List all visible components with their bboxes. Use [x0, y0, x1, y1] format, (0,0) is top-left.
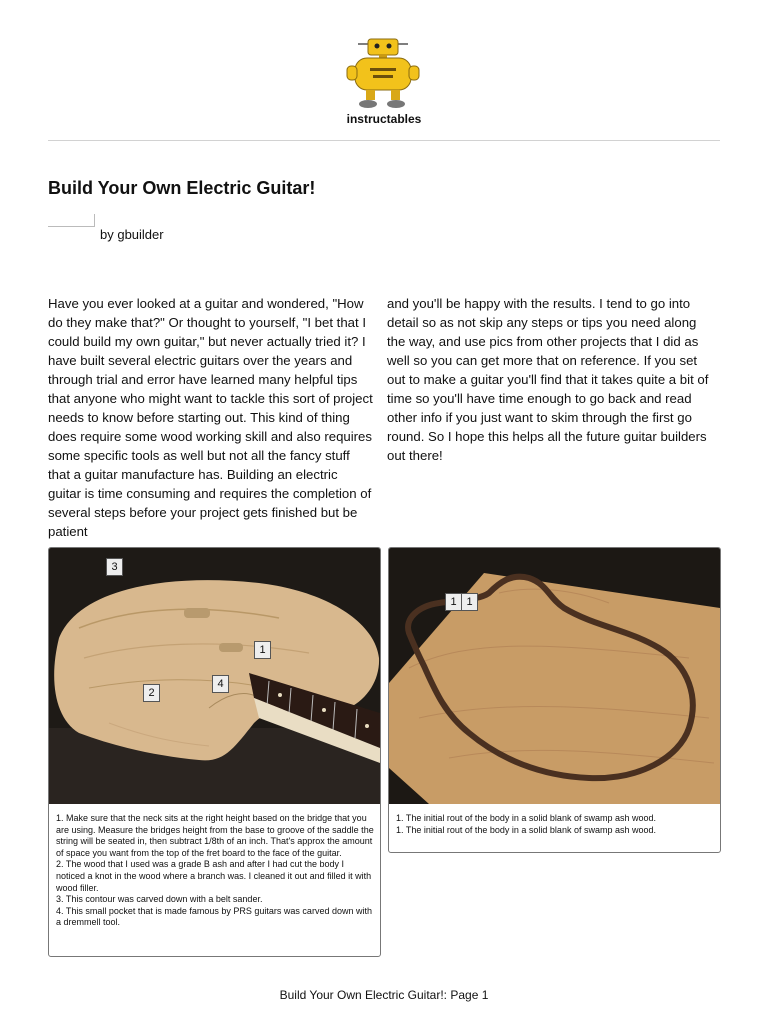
instructables-robot-logo — [342, 36, 424, 112]
photo-callout-tag: 1 — [254, 641, 271, 659]
caption-line: 1. Make sure that the neck sits at the right height based on the bridge that you are using. Measure the bridges height from the base to groove of the saddle the string will be seated in, then subtract 1/8th of an inch. That's approx the amount of space you want from the top of the fret board to the face of the guitar. — [56, 813, 374, 858]
caption-line: 1. The initial rout of the body in a solid blank of swamp ash wood. — [396, 813, 656, 823]
photo-callout-tag: 3 — [106, 558, 123, 576]
caption-line: 4. This small pocket that is made famous by PRS guitars was carved down with a dremmell tool. — [56, 905, 372, 928]
figure-guitar-body — [48, 547, 381, 957]
caption-line: 1. The initial rout of the body in a solid blank of swamp ash wood. — [396, 824, 656, 835]
photo-callout-tag: 4 — [212, 675, 229, 693]
page-footer: Build Your Own Electric Guitar!: Page 1 — [279, 988, 489, 1002]
intro-text-left: Have you ever looked at a guitar and wondered, "How do they make that?" Or thought to yourself, "I bet that I could build my own guitar," but never actually tried it? I have built several electric guitars over the years and through trial and error have learned many helpful tips that anyone who might want to tackle this sort of project needs to know before starting out. This kind of thing does require some wood working skill and also requires some specific tools as well but not all the fancy stuff that a guitar manufacture has. Building an electric guitar is time consuming and requires the completion of several steps before your project gets finished but be patient — [48, 296, 373, 539]
intro-text-right: and you'll be happy with the results. I tend to go into detail so as not skip any steps or tips you need along the way, and use pics from other projects that I did as well so you can get more that on reference. If you set out to make a guitar you'll find that it takes quite a bit of time so you'll have time enough to go back and read other info if you just want to skim through the first go round. So I hope this helps all the future guitar builders out there! — [387, 296, 709, 463]
caption-line: 3. This contour was carved down with a belt sander. — [56, 894, 263, 905]
figure-caption — [396, 813, 714, 836]
body-rout-photo — [389, 548, 720, 804]
header-divider — [48, 140, 720, 141]
brand-name: instructables — [346, 112, 422, 126]
photo-callout-tag: 1 — [445, 593, 462, 611]
figure-caption — [56, 813, 374, 929]
caption-line: 2. The wood that I used was a grade B ash and after I had cut the body I noticed a knot in the wood where a branch was. I cleaned it out and filled it with wood filler. — [56, 859, 372, 893]
page-title: Build Your Own Electric Guitar! — [48, 178, 316, 198]
photo-callout-tag: 2 — [143, 684, 160, 702]
photo-callout-tag: 1 — [461, 593, 478, 611]
figure-body-rout — [388, 547, 721, 853]
author-avatar — [48, 214, 95, 227]
author-byline: by gbuilder — [100, 227, 164, 242]
